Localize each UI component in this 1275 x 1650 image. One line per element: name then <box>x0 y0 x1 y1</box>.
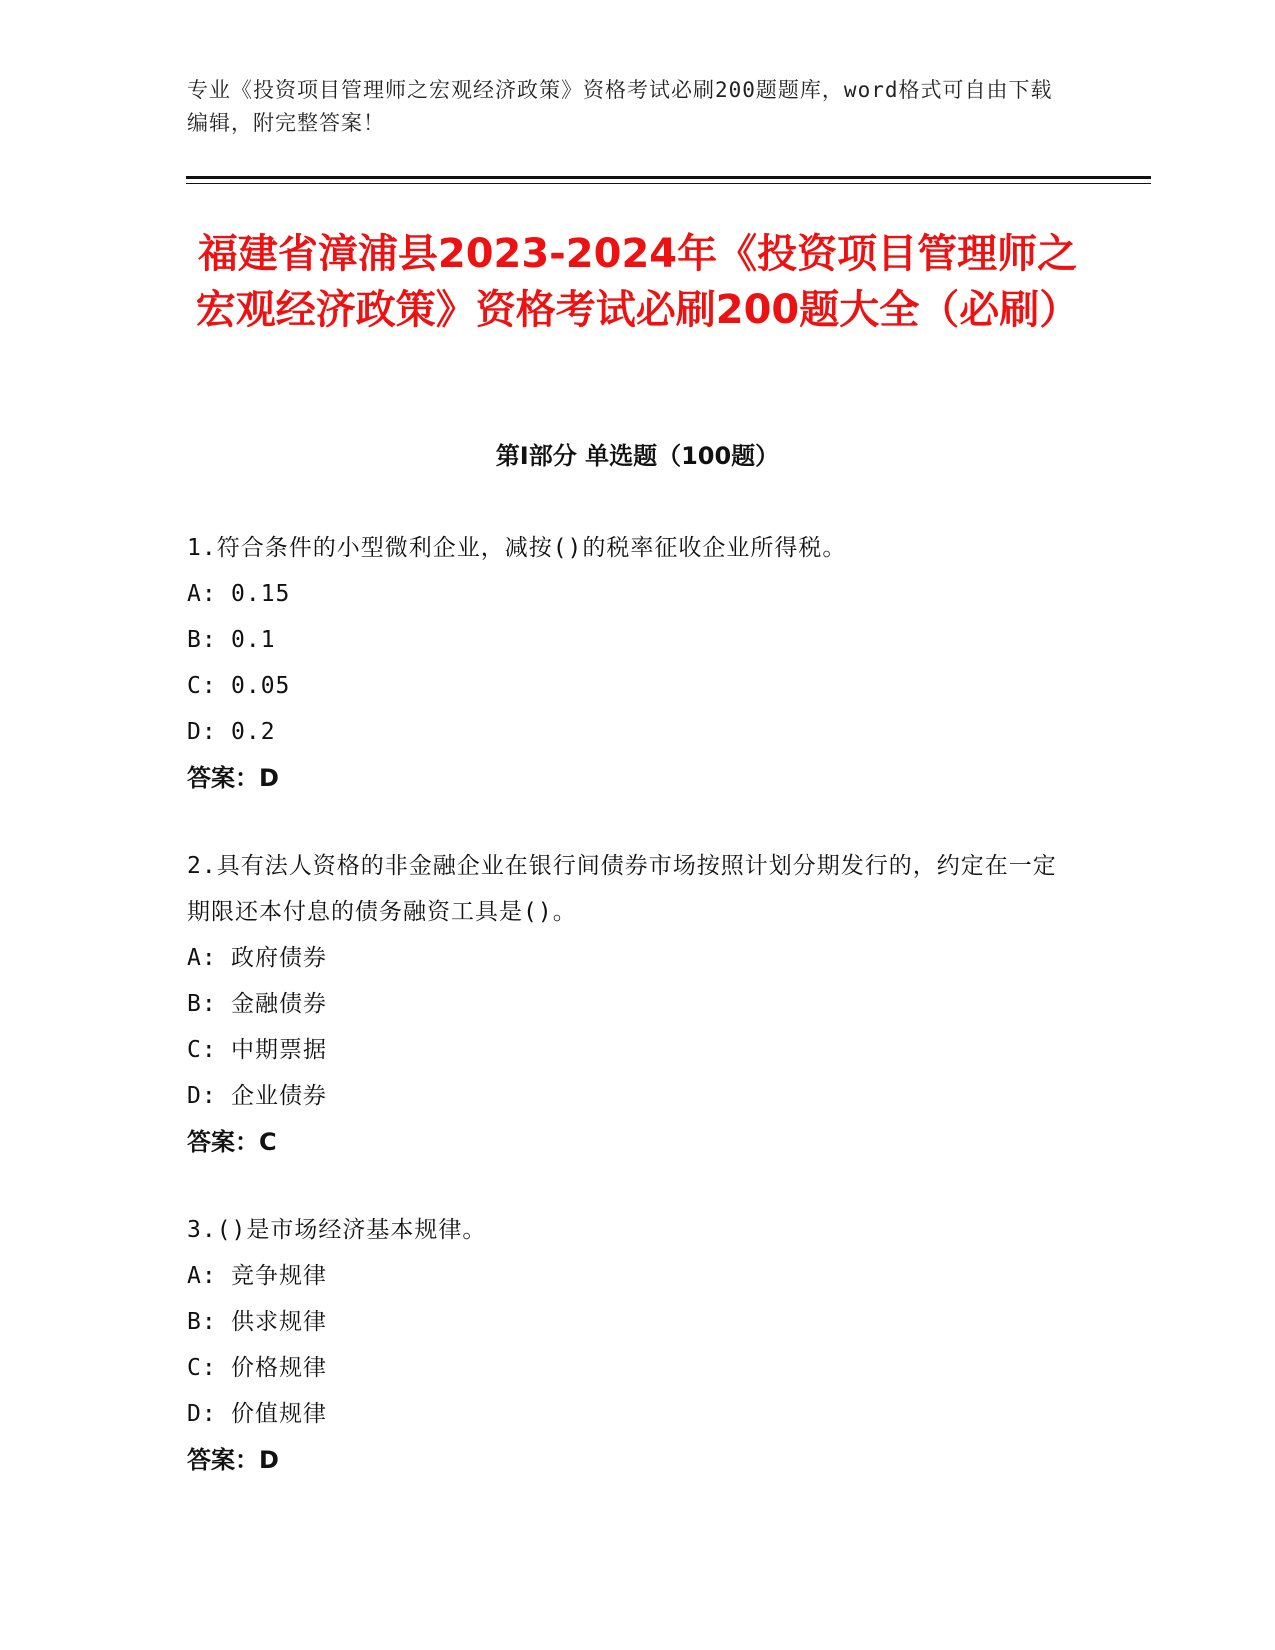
option-c <box>187 1027 1067 1073</box>
question-2 <box>187 843 1067 1165</box>
option-text: 价值规律 <box>231 1401 327 1427</box>
answer-label: 答案： <box>187 764 259 792</box>
answer-label: 答案： <box>187 1446 259 1474</box>
option-key: B: <box>187 1309 217 1335</box>
answer-value: D <box>259 1446 279 1474</box>
option-key: A: <box>187 945 217 971</box>
option-text: 企业债券 <box>231 1083 327 1109</box>
option-key: D: <box>187 719 217 745</box>
option-d <box>187 1073 1067 1119</box>
answer-line <box>187 1119 1067 1165</box>
option-text: 供求规律 <box>231 1309 327 1335</box>
option-key: B: <box>187 991 217 1017</box>
section-title: 第Ⅰ部分 单选题（100题） <box>495 442 780 470</box>
answer-line <box>187 1437 1067 1483</box>
answer-value: D <box>259 764 279 792</box>
option-d <box>187 709 1067 755</box>
option-text: 竞争规律 <box>231 1263 327 1289</box>
question-stem: 3.()是市场经济基本规律。 <box>187 1217 487 1243</box>
option-a <box>187 571 1067 617</box>
answer-label: 答案： <box>187 1128 259 1156</box>
question-stem: 2.具有法人资格的非金融企业在银行间债券市场按照计划分期发行的，约定在一定期限还本付息的债务融资工具是()。 <box>187 853 1057 925</box>
option-a <box>187 935 1067 981</box>
option-text: 价格规律 <box>231 1355 327 1381</box>
option-key: A: <box>187 1263 217 1289</box>
option-b <box>187 1299 1067 1345</box>
option-text: 0.05 <box>231 673 291 699</box>
option-b <box>187 617 1067 663</box>
option-key: A: <box>187 581 217 607</box>
question-1 <box>187 525 1067 801</box>
option-text: 0.2 <box>231 719 276 745</box>
header-rule-thick <box>186 176 1151 179</box>
document-title: 福建省漳浦县2023-2024年《投资项目管理师之宏观经济政策》资格考试必刷200题大全（必刷） <box>195 231 1080 333</box>
option-key: B: <box>187 627 217 653</box>
option-text: 政府债券 <box>231 945 327 971</box>
option-text: 0.15 <box>231 581 291 607</box>
option-c <box>187 663 1067 709</box>
question-stem: 1.符合条件的小型微利企业，减按()的税率征收企业所得税。 <box>187 535 847 561</box>
option-text: 中期票据 <box>231 1037 327 1063</box>
option-key: D: <box>187 1401 217 1427</box>
option-key: C: <box>187 673 217 699</box>
option-b <box>187 981 1067 1027</box>
question-list <box>187 525 1067 1525</box>
option-text: 0.1 <box>231 627 276 653</box>
question-3 <box>187 1207 1067 1483</box>
option-key: C: <box>187 1355 217 1381</box>
answer-line <box>187 755 1067 801</box>
option-d <box>187 1391 1067 1437</box>
option-c <box>187 1345 1067 1391</box>
option-text: 金融债券 <box>231 991 327 1017</box>
option-key: C: <box>187 1037 217 1063</box>
header-rule-thin <box>186 183 1151 184</box>
option-key: D: <box>187 1083 217 1109</box>
header-note: 专业《投资项目管理师之宏观经济政策》资格考试必刷200题题库，word格式可自由下载编辑，附完整答案！ <box>187 78 1053 135</box>
answer-value: C <box>259 1128 277 1156</box>
option-a <box>187 1253 1067 1299</box>
